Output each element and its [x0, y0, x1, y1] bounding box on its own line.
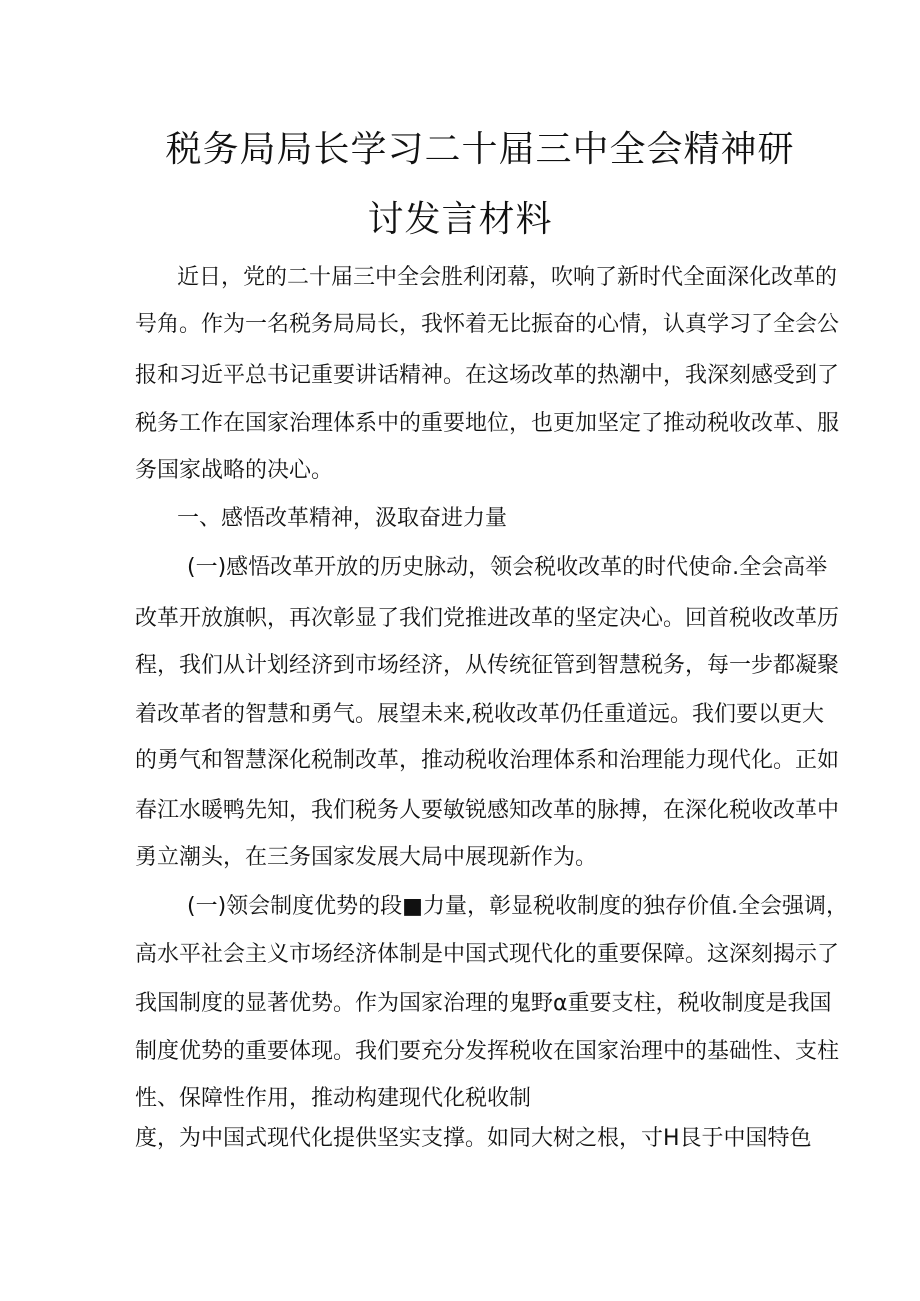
body-text-line: 的勇气和智慧深化税制改革，推动税收治理体系和治理能力现代化。正如 [135, 748, 840, 773]
document-title-line-2: 讨发言材料 [367, 199, 553, 240]
body-text-line: 改革开放旗帜，再次彰显了我们党推进改革的坚定决心。回首税收改革历 [135, 606, 840, 631]
section-heading: 一、感悟改革精神，汲取奋进力量 [177, 506, 508, 531]
body-text-line: 着改革者的智慧和勇气。展望未来,税收改革仍任重道远。我们要以更大 [135, 702, 824, 727]
body-text-line: 程，我们从计划经济到市场经济，从传统征管到智慧税务，每一步都凝聚 [135, 653, 840, 678]
body-text-line: 我国制度的显著优势。作为国家治理的鬼野α重要支柱，税收制度是我国 [135, 991, 832, 1016]
body-text-line: (一)领会制度优势的段■力量，彰显税收制度的独存价值.全会强调， [187, 894, 848, 919]
body-text-line: 号角。作为一名税务局局长，我怀着无比振奋的心情，认真学习了全会公 [135, 312, 840, 337]
body-text-line: 性、保障性作用，推动构建现代化税收制 [135, 1086, 532, 1111]
document-title-line-1: 税务局局长学习二十届三中全会精神研 [165, 129, 795, 170]
body-text-line: 勇立潮头，在三务国家发展大局中展现新作为。 [135, 845, 598, 870]
body-text-line: 高水平社会主义市场经济体制是中国式现代化的重要保障。这深刻揭示了 [135, 942, 840, 967]
body-text-line: 报和习近平总书记重要讲话精神。在这场改革的热潮中，我深刻感受到了 [135, 363, 840, 388]
body-text-line: 近日，党的二十届三中全会胜利闭幕，吹响了新时代全面深化改革的 [177, 265, 838, 290]
body-text-line: 制度优势的重要体现。我们要充分发挥税收在国家治理中的基础性、支柱 [135, 1039, 840, 1064]
body-text-line: 度，为中国式现代化提供坚实支撑。如同大树之根，寸H艮于中国特色 [135, 1126, 812, 1151]
body-text-line: 税务工作在国家治理体系中的重要地位，也更加坚定了推动税收改革、服 [135, 411, 840, 436]
body-text-line: 春江水暖鸭先知，我们税务人要敏锐感知改革的脉搏，在深化税收改革中 [135, 798, 840, 823]
body-text-line: 务国家战略的决心。 [135, 458, 334, 483]
body-text-line: (一)感悟改革开放的历史脉动，领会税收改革的时代使命.全会高举 [187, 555, 828, 580]
